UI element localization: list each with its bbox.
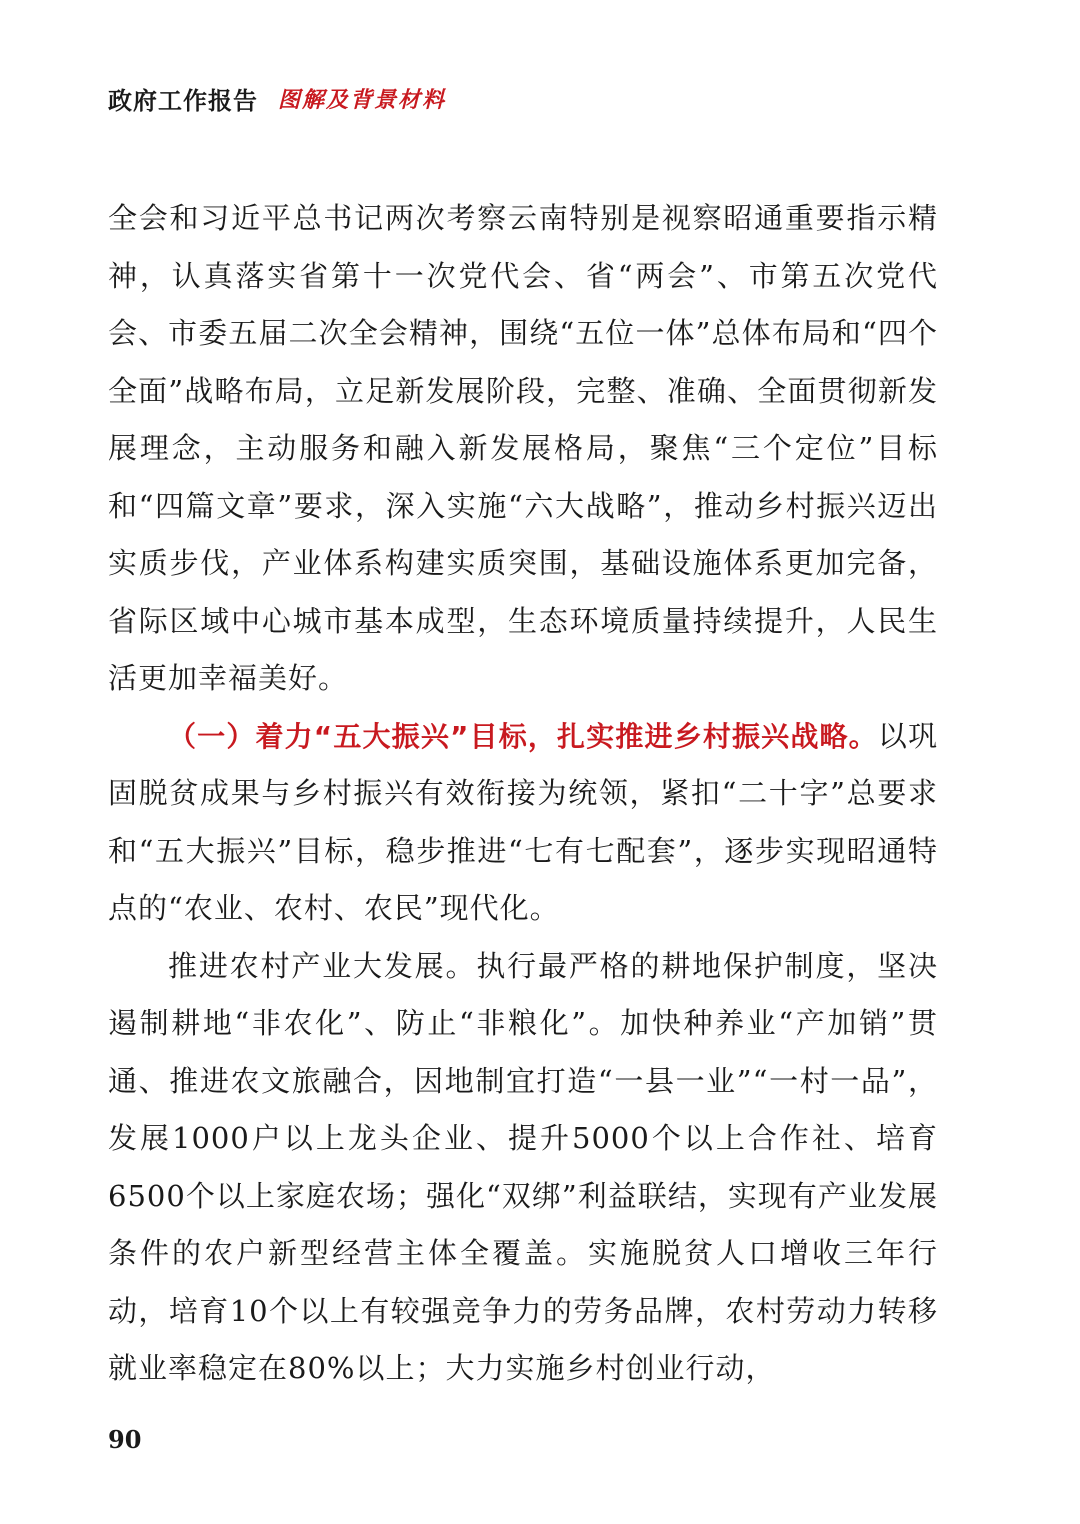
page-number: 90 <box>108 1425 142 1454</box>
section-paragraph <box>108 708 938 938</box>
section-heading: （一）着力“五大振兴”目标，扎实推进乡村振兴战略。 <box>168 719 878 753</box>
paragraph: 全会和习近平总书记两次考察云南特别是视察昭通重要指示精神，认真落实省第十一次党代会、省“两会”、市第五次党代会、市委五届二次全会精神，围绕“五位一体”总体布局和“四个全面”战略布局，立足新发展阶段，完整、准确、全面贯彻新发展理念，主动服务和融入新发展格局，聚焦“三个定位”目标和“四篇文章”要求，深入实施“六大战略”，推动乡村振兴迈出实质步伐，产业体系构建实质突围，基础设施体系更加完备，省际区域中心城市基本成型，生态环境质量持续提升，人民生活更加幸福美好。 <box>108 201 938 695</box>
running-header <box>108 78 446 118</box>
paragraph: 推进农村产业大发展。执行最严格的耕地保护制度，坚决遏制耕地“非农化”、防止“非粮化”。加快种养业“产加销”贯通、推进农文旅融合，因地制宜打造“一县一业”“一村一品”，发展1000户以上龙头企业、提升5000个以上合作社、培育6500个以上家庭农场；强化“双绑”利益联结，实现有产业发展条件的农户新型经营主体全覆盖。实施脱贫人口增收三年行动，培育10个以上有较强竞争力的劳务品牌，农村劳动力转移就业率稳定在80%以上；大力实施乡村创业行动， <box>108 948 938 1385</box>
header-subtitle: 图解及背景材料 <box>278 86 447 113</box>
body-text <box>108 190 938 1398</box>
header-title: 政府工作报告 <box>108 85 258 115</box>
section-text: 以巩固脱贫成果与乡村振兴有效衔接为统领，紧扣“二十字”总要求和“五大振兴”目标，稳步推进“七有七配套”，逐步实现昭通特点的“农业、农村、农民”现代化。 <box>108 718 938 925</box>
